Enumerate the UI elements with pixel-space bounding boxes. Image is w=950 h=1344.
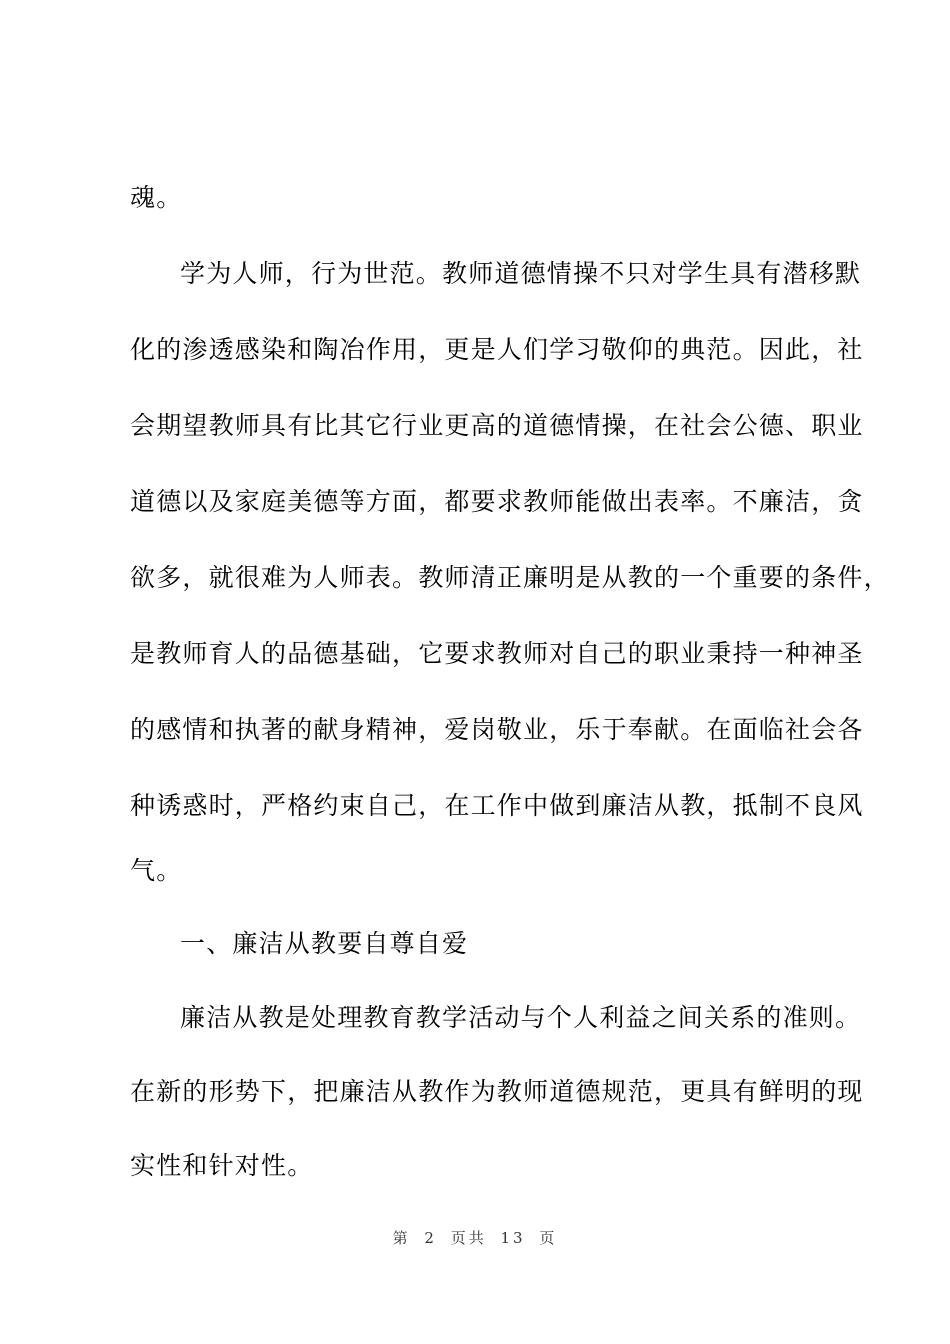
paragraph-line: 化的渗透感染和陶冶作用，更是人们学习敬仰的典范。因此，社 <box>130 335 864 364</box>
page-number-footer: 第 2 页共 13 页 <box>392 1229 558 1247</box>
paragraph-line: 学为人师，行为世范。教师道德情操不只对学生具有潜移默 <box>180 259 862 288</box>
paragraph-line: 种诱惑时，严格约束自己，在工作中做到廉洁从教，抵制不良风 <box>130 791 864 820</box>
paragraph-line: 会期望教师具有比其它行业更高的道德情操，在社会公德、职业 <box>130 411 864 440</box>
paragraph-line: 是教师育人的品德基础，它要求教师对自己的职业秉持一种神圣 <box>130 639 864 668</box>
paragraph-line: 道德以及家庭美德等方面，都要求教师能做出表率。不廉洁，贪 <box>130 487 864 516</box>
paragraph-line: 气。 <box>130 856 183 885</box>
paragraph-line: 欲多，就很难为人师表。教师清正廉明是从教的一个重要的条件， <box>130 563 890 592</box>
section-heading: 一、廉洁从教要自尊自爱 <box>180 929 469 958</box>
paragraph-line: 魂。 <box>130 183 183 212</box>
paragraph-line: 实性和针对性。 <box>130 1151 314 1180</box>
paragraph-line: 在新的形势下，把廉洁从教作为教师道德规范，更具有鲜明的现 <box>130 1077 864 1106</box>
paragraph-line: 廉洁从教是处理教育教学活动与个人利益之间关系的准则。 <box>180 1003 862 1032</box>
paragraph-line: 的感情和执著的献身精神，爱岗敬业，乐于奉献。在面临社会各 <box>130 715 864 744</box>
